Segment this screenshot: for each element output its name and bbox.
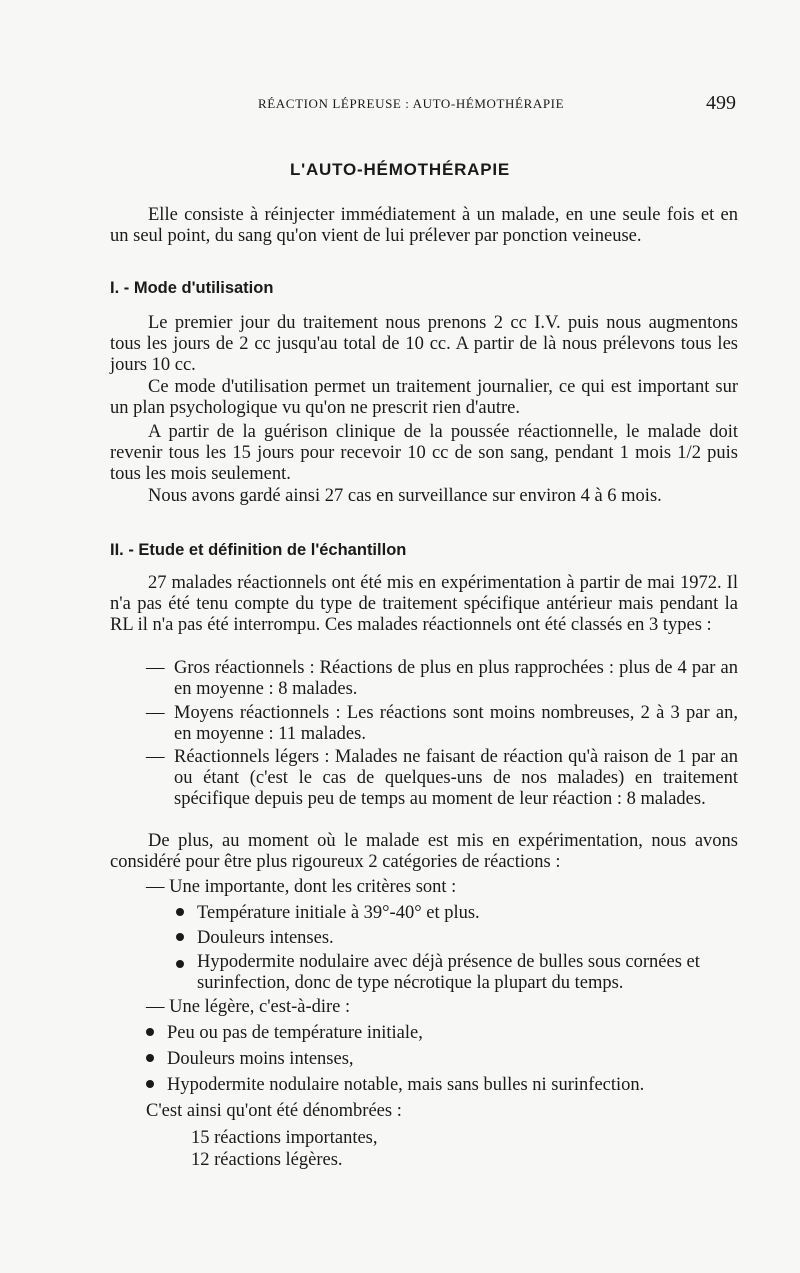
section-2-paragraph-1: 27 malades réactionnels ont été mis en expérimentation à partir de mai 1972. Il n'a pas été tenu compte du type de traitement spécifique antérieur mais pendant la RL il n'a pas été interrompu. Ces malades réactionnels ont été classés en 3 types : (110, 573, 738, 635)
bullet-icon (146, 1028, 154, 1036)
criteria-wrap (176, 952, 738, 994)
criteria-text: Douleurs moins intenses, (167, 1049, 354, 1069)
criteria-item (146, 1023, 738, 1044)
bullet-icon (176, 933, 184, 941)
dash-marker: — (146, 658, 165, 678)
dash-marker: — (146, 747, 165, 767)
criteria-item (146, 1049, 738, 1070)
section-1-heading: I. - Mode d'utilisation (110, 279, 274, 297)
section-1-paragraph-1: Le premier jour du traitement nous prenons 2 cc I.V. puis nous augmentons tous les jours de 2 cc jusqu'au total de 10 cc. A partir de là nous prélevons tous les jours 10 cc. (110, 313, 738, 375)
section-2-heading: II. - Etude et définition de l'échantillon (110, 541, 407, 559)
important-lead-text: Une importante, dont les critères sont : (169, 877, 457, 897)
type-item (146, 658, 738, 700)
criteria-item (176, 928, 738, 949)
criteria-text: Température initiale à 39°-40° et plus. (197, 903, 480, 923)
section-1-paragraph-4: Nous avons gardé ainsi 27 cas en surveillance sur environ 4 à 6 mois. (148, 486, 662, 506)
type-item (146, 747, 738, 810)
criteria-text: Hypodermite nodulaire notable, mais sans bulles ni surinfection. (167, 1075, 645, 1095)
light-lead-text: Une légère, c'est-à-dire : (169, 997, 351, 1017)
important-lead (146, 877, 456, 898)
section-1-paragraph-3: A partir de la guérison clinique de la poussée réactionnelle, le malade doit revenir tous les 15 jours pour recevoir 10 cc de son sang, pendant 1 mois 1/2 puis tous les mois seulement. (110, 422, 738, 484)
section-title: L'AUTO-HÉMOTHÉRAPIE (289, 160, 511, 179)
criteria-item (176, 952, 738, 994)
type-item-text: Réactionnels légers : Malades ne faisant de réaction qu'à raison de 1 par an ou étant (c'est le cas de quelques-uns de nos malades) en traitement spécifique depuis peu de temps au moment de leur réaction : 8 malades. (174, 747, 738, 809)
type-item (146, 703, 738, 745)
intro-paragraph: Elle consiste à réinjecter immédiatement à un malade, en une seule fois et en un seul point, du sang qu'on vient de lui prélever par ponction veineuse. (110, 205, 738, 246)
running-head: RÉACTION LÉPREUSE : AUTO-HÉMOTHÉRAPIE (258, 96, 565, 111)
count-lead: C'est ainsi qu'ont été dénombrées : (146, 1101, 402, 1121)
criteria-item (176, 903, 738, 924)
section-2-paragraph-2: De plus, au moment où le malade est mis en expérimentation, nous avons considéré pour être plus rigoureux 2 catégories de réactions : (110, 831, 738, 872)
type-item-text: Gros réactionnels : Réactions de plus en plus rapprochées : plus de 4 par an en moyenne : 8 malades. (174, 658, 738, 699)
bullet-icon (176, 908, 184, 916)
count-item: 15 réactions importantes, (191, 1128, 378, 1148)
dash-marker: — (146, 703, 165, 723)
criteria-text: Peu ou pas de température initiale, (167, 1023, 423, 1043)
type-item-text: Moyens réactionnels : Les réactions sont moins nombreuses, 2 à 3 par an, en moyenne : 11 malades. (174, 703, 738, 744)
count-item: 12 réactions légères. (191, 1150, 343, 1170)
light-lead (146, 997, 350, 1018)
bullet-icon (146, 1080, 154, 1088)
criteria-text: Douleurs intenses. (197, 928, 334, 948)
bullet-icon (146, 1054, 154, 1062)
dash-marker: — (146, 997, 165, 1017)
dash-marker: — (146, 877, 165, 897)
criteria-text: Hypodermite nodulaire avec déjà présence de bulles sous cornées et surinfection, donc de type nécrotique la plupart du temps. (197, 952, 700, 993)
section-1-paragraph-2: Ce mode d'utilisation permet un traitement journalier, ce qui est important sur un plan psychologique vu qu'on ne prescrit rien d'autre. (110, 377, 738, 418)
page-number: 499 (706, 92, 736, 114)
criteria-item (146, 1075, 738, 1096)
bullet-icon (176, 960, 184, 968)
